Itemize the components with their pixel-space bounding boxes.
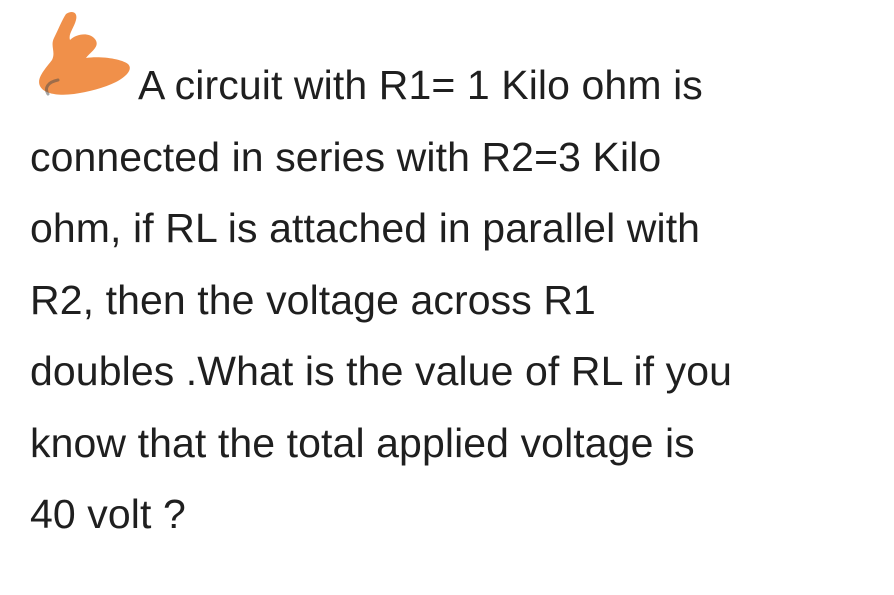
question-line: know that the total applied voltage is <box>30 419 695 466</box>
question-line: connected in series with R2=3 Kilo <box>30 133 662 180</box>
question-line: A circuit with R1= 1 Kilo ohm is <box>138 62 703 108</box>
question-line: ohm, if RL is attached in parallel with <box>30 205 701 251</box>
question-text <box>30 50 890 551</box>
question-line: 40 volt ? <box>30 491 186 537</box>
question-line: R2, then the voltage across R1 <box>30 276 596 323</box>
question-line: doubles .What is the value of RL if you <box>30 348 733 394</box>
